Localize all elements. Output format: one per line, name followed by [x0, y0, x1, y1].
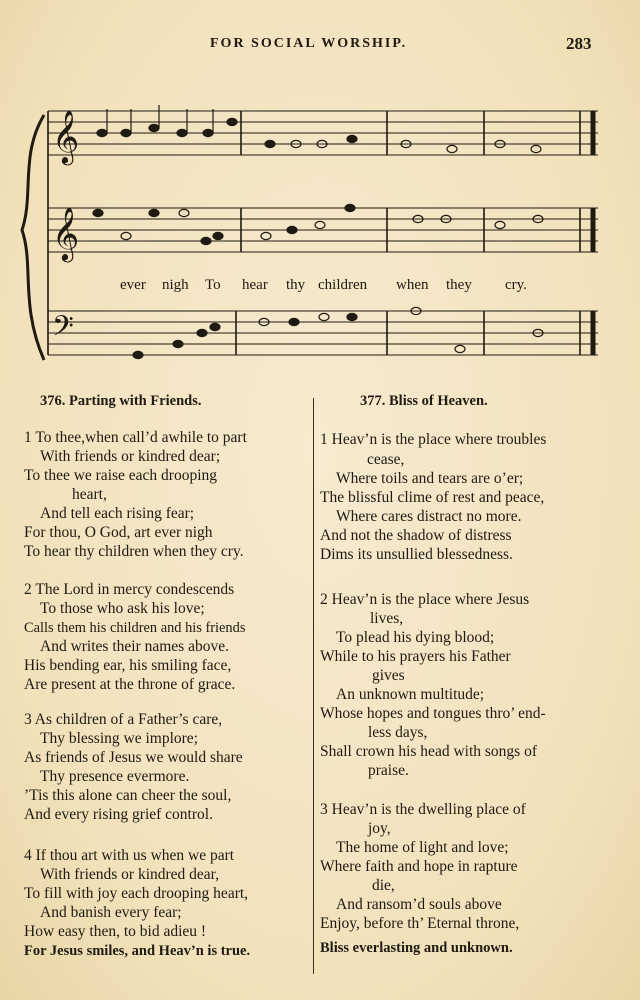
verse-line: Thy presence evermore.	[40, 768, 190, 785]
verse-line: For thou, O God, art ever nigh	[24, 524, 213, 541]
verse-line: cease,	[367, 451, 405, 468]
verse-line: His bending ear, his smiling face,	[24, 657, 232, 674]
page-number: 283	[566, 34, 592, 53]
verse-line: And banish every fear;	[40, 904, 182, 921]
verse-line: 2 The Lord in mercy condescends	[24, 581, 235, 598]
verse-line: Shall crown his head with songs of	[320, 743, 537, 760]
lyric-word: they	[446, 277, 472, 293]
verse-line: Where cares distract no more.	[336, 508, 522, 525]
verse-line: Thy blessing we implore;	[40, 730, 198, 747]
verse-line: 4 If thou art with us when we part	[24, 847, 235, 864]
verse-line: die,	[372, 877, 395, 894]
lyric-word: To	[205, 277, 221, 293]
verse-line: 3 As children of a Father’s care,	[24, 711, 223, 728]
verse-line: To plead his dying blood;	[336, 629, 495, 646]
verse-line: Bliss everlasting and unknown.	[320, 940, 513, 956]
verse-line: 1 Heav’n is the place where troubles	[320, 431, 547, 448]
verse-line: And tell each rising fear;	[40, 505, 195, 522]
verse-line: And ransom’d souls above	[336, 896, 502, 913]
verse-line: Where faith and hope in rapture	[320, 858, 518, 875]
lyric-word: ever	[120, 277, 146, 293]
verse-line: And not the shadow of distress	[320, 527, 512, 544]
verse-line: lives,	[370, 610, 404, 627]
verse-line: 3 Heav’n is the dwelling place of	[320, 801, 526, 818]
verse-line: The blissful clime of rest and peace,	[320, 489, 545, 506]
hymn-377-title: 377. Bliss of Heaven.	[360, 393, 488, 409]
verse-line: Enjoy, before th’ Eternal throne,	[320, 915, 520, 932]
verse-line: To thee we raise each drooping	[24, 467, 218, 484]
lyric-word: when	[396, 277, 429, 293]
verse-line: As friends of Jesus we would share	[24, 749, 243, 766]
verse-line: heart,	[72, 486, 107, 503]
treble-clef-icon: 𝄞	[52, 206, 80, 260]
running-title: FOR SOCIAL WORSHIP.	[210, 36, 408, 51]
music-staves	[0, 95, 640, 375]
verse-line: Are present at the throne of grace.	[24, 676, 236, 693]
music-score	[0, 95, 640, 375]
music-lyrics	[120, 277, 550, 297]
treble-clef-icon: 𝄞	[52, 109, 80, 163]
staff-3	[48, 311, 598, 355]
lyric-word: hear	[242, 277, 268, 293]
verse-line: less days,	[368, 724, 428, 741]
verse-line: joy,	[368, 820, 391, 837]
verse-line: The home of light and love;	[336, 839, 509, 856]
system-brace	[22, 115, 44, 360]
verse-line: 2 Heav’n is the place where Jesus	[320, 591, 530, 608]
lyric-word: thy	[286, 277, 306, 293]
verse-line: How easy then, to bid adieu !	[24, 923, 207, 940]
staff-2	[48, 208, 598, 252]
verse-line: And every rising grief control.	[24, 806, 213, 823]
verse-line: While to his prayers his Father	[320, 648, 511, 665]
bass-clef-icon: 𝄢	[52, 310, 74, 350]
verse-line: Where toils and tears are o’er;	[336, 470, 524, 487]
verse-line: With friends or kindred dear,	[40, 866, 220, 883]
verse-line: An unknown multitude;	[336, 686, 485, 703]
verse-line: 1 To thee,when call’d awhile to part	[24, 429, 247, 446]
verse-line: With friends or kindred dear;	[40, 448, 221, 465]
verse-line: For Jesus smiles, and Heav’n is true.	[24, 943, 251, 959]
verse-line: Whose hopes and tongues thro’ end-	[320, 705, 546, 722]
verse-line: To those who ask his love;	[40, 600, 205, 617]
lyric-word: nigh	[162, 277, 189, 293]
verse-line: To hear thy children when they cry.	[24, 543, 244, 560]
hymn-376-title: 376. Parting with Friends.	[40, 393, 202, 409]
verse-line: And writes their names above.	[40, 638, 229, 655]
lyric-word: children	[318, 277, 368, 293]
verse-line: Dims its unsullied blessedness.	[320, 546, 513, 563]
notes	[93, 105, 543, 359]
verse-line: gives	[372, 667, 405, 684]
column-divider	[313, 398, 314, 974]
verse-line: To fill with joy each drooping heart,	[24, 885, 249, 902]
verse-line: Calls them his children and his friends	[24, 620, 246, 636]
lyric-word: cry.	[505, 277, 527, 293]
verse-line: ’Tis this alone can cheer the soul,	[24, 787, 232, 804]
verse-line: praise.	[368, 762, 409, 779]
page-header	[0, 36, 640, 58]
